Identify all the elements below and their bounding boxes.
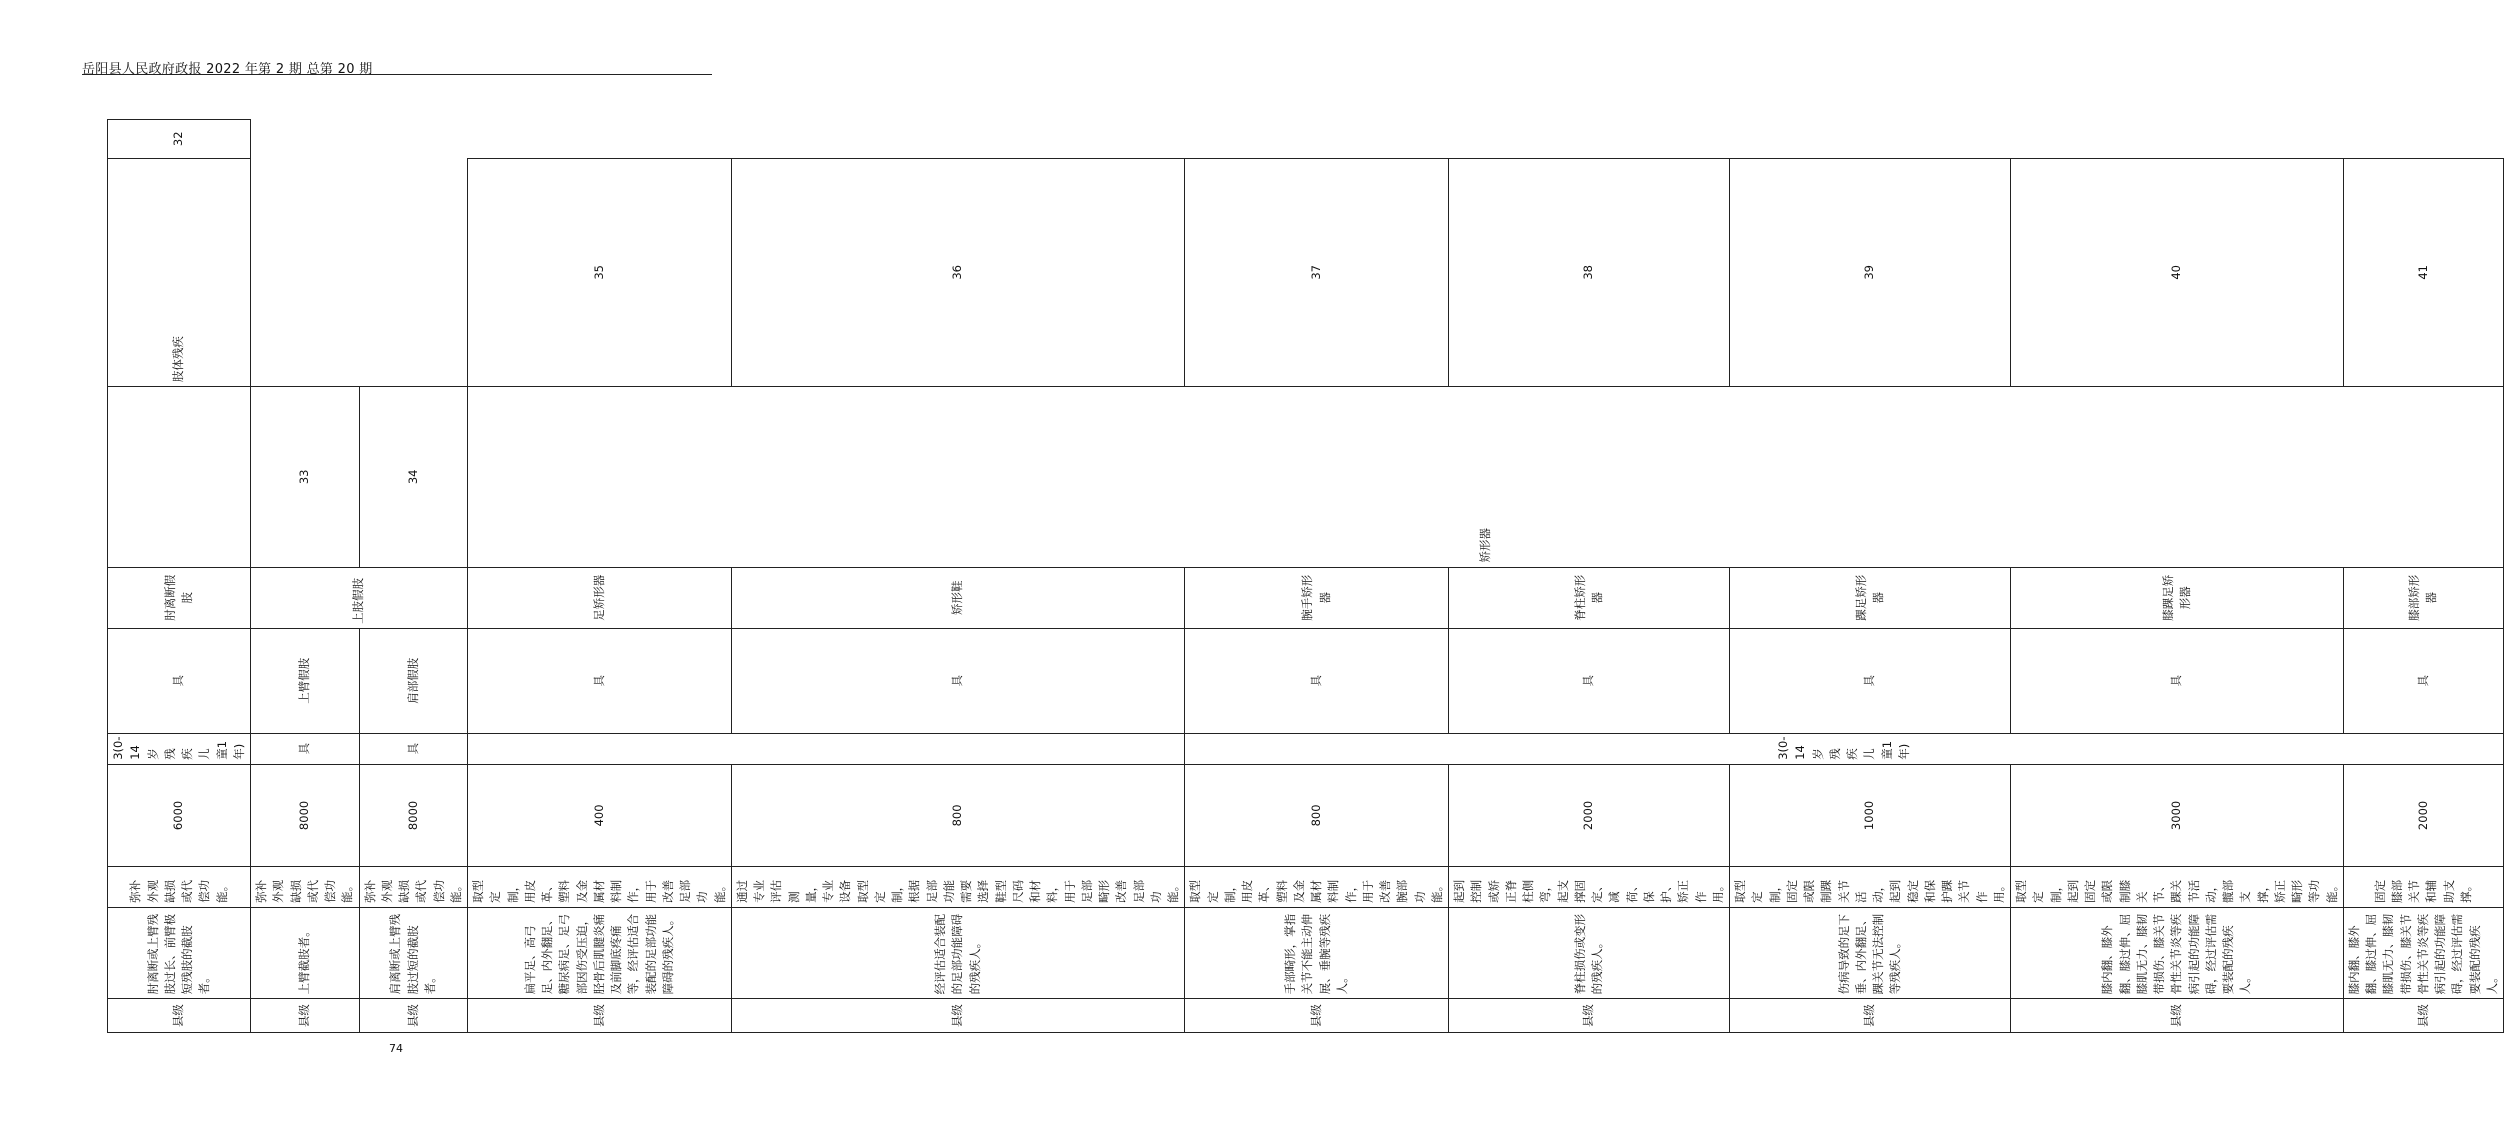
- function-cell: 起到控制或矫正脊柱侧弯，起支撑固定、减荷、保护、矫正作用。: [1449, 867, 1730, 908]
- device-name-cell: 脊柱矫形器: [1449, 567, 1730, 628]
- price-cell: 800: [1185, 764, 1449, 866]
- row-number-cell: 32: [108, 120, 251, 159]
- price-cell: 8000: [251, 764, 360, 866]
- level-cell: 县级: [1730, 999, 2011, 1033]
- level-cell: 县级: [251, 999, 360, 1033]
- table-row: [731, 120, 1185, 1033]
- table-row: [1730, 120, 2011, 1033]
- device-name-cell: 足矫形器: [468, 567, 732, 628]
- table-row: [468, 120, 732, 1033]
- level-cell: 县级: [731, 999, 1185, 1033]
- age-note-cell-empty: [468, 733, 1185, 764]
- function-cell: 取型定制，固定或限制踝关节活动，起到稳定和保护踝关节作用。: [1730, 867, 2011, 908]
- main-category-cell: 肢体残疾: [108, 158, 251, 387]
- device-name-cell: 膝踝足矫形器: [2011, 567, 2344, 628]
- scope-cell: 伤病导致的足下垂、内外翻足、踝关节无法控制等残疾人。: [1730, 907, 2011, 998]
- function-cell: 取型定制，用皮革、塑料及金属材料制作，用于改善足部功能。: [468, 867, 732, 908]
- table-row: [2011, 120, 2344, 1033]
- subcategory-cell: 矫形器: [468, 387, 2504, 567]
- unit-cell: 具: [1730, 628, 2011, 733]
- row-number-cell: 35: [468, 158, 732, 387]
- unit-cell: 具: [251, 733, 360, 764]
- unit-cell: 具: [2343, 628, 2503, 733]
- price-cell: 6000: [108, 764, 251, 866]
- function-cell: 取型定制，用皮革、塑料及金属材料制作，用于改善腕部功能。: [1185, 867, 1449, 908]
- unit-cell: 具: [468, 628, 732, 733]
- row-number-cell: 39: [1730, 158, 2011, 387]
- scope-cell: 经评估适合装配的足部功能障碍的残疾人。: [731, 907, 1185, 998]
- scope-cell: 肘离断或上臂残肢过长、前臂极短残肢的截肢者。: [108, 907, 251, 998]
- table-row: [1449, 120, 1730, 1033]
- device-name-cell: 腕手矫形器: [1185, 567, 1449, 628]
- unit-cell: 具: [2011, 628, 2344, 733]
- level-cell: 县级: [108, 999, 251, 1033]
- price-cell: 3000: [2011, 764, 2344, 866]
- level-cell: 县级: [1449, 999, 1730, 1033]
- empty-subcategory-cell: [108, 387, 251, 567]
- scope-cell: 肩离断或上臂残肢过短的截肢者。: [359, 907, 468, 998]
- row-number-cell: 37: [1185, 158, 1449, 387]
- row-number-cell: 38: [1449, 158, 1730, 387]
- table-frame: [107, 119, 2499, 1033]
- scope-cell: 上臂截肢者。: [251, 907, 360, 998]
- device-name-cell: 上臂假肢: [251, 628, 360, 733]
- function-cell: 弥补外观缺损或代偿功能。: [359, 867, 468, 908]
- table-row: [108, 120, 251, 1033]
- scope-cell: 手部畸形，掌指关节不能主动伸展、垂腕等残疾人。: [1185, 907, 1449, 998]
- price-cell: 2000: [2343, 764, 2503, 866]
- journal-header: 岳阳县人民政府政报 2022 年第 2 期 总第 20 期: [82, 62, 373, 77]
- unit-cell: 具: [359, 733, 468, 764]
- row-number-cell: 36: [731, 158, 1185, 387]
- page-number: 74: [389, 1042, 403, 1055]
- price-cell: 800: [731, 764, 1185, 866]
- scope-cell: 膝内翻、膝外翻、膝过伸、屈膝肌无力、膝韧带损伤、膝关节骨性关节炎等疾病引起的功能障碍，经过评估需要装配的残疾人。: [2343, 907, 2503, 998]
- level-cell: 县级: [468, 999, 732, 1033]
- device-name-cell: 肩部假肢: [359, 628, 468, 733]
- header-rule: [82, 74, 712, 75]
- assistive-devices-table: [107, 119, 2504, 1033]
- age-note-cell: 3(0-14 岁残疾儿童1年): [1185, 733, 2504, 764]
- function-cell: 弥补外观缺损或代偿功能。: [108, 867, 251, 908]
- price-cell: 2000: [1449, 764, 1730, 866]
- table-row: [1185, 120, 1449, 1033]
- table-row: [251, 120, 360, 1033]
- unit-cell: 具: [1185, 628, 1449, 733]
- unit-cell: 具: [1449, 628, 1730, 733]
- price-cell: 400: [468, 764, 732, 866]
- scope-cell: 脊柱损伤或变形的残疾人。: [1449, 907, 1730, 998]
- device-name-cell: 矫形鞋: [731, 567, 1185, 628]
- device-name-cell: 肘离断假肢: [108, 567, 251, 628]
- subcategory-cell: 上肢假肢: [251, 567, 468, 628]
- row-number-cell: 41: [2343, 158, 2503, 387]
- scope-cell: 扁平足、高弓足、内外翻足、糖尿病足、足弓部因伤受压迫，胫骨后肌腱炎痛及前脚底疼痛等，经评估适合装配的足部功能障碍的残疾人。: [468, 907, 732, 998]
- function-cell: 通过专业评估测量，专业设备取型定制，根据足部功能需要选择鞋型尺码和材料，用于足部畸形改善足部功能。: [731, 867, 1185, 908]
- price-cell: 8000: [359, 764, 468, 866]
- device-name-cell: 膝部矫形器: [2343, 567, 2503, 628]
- function-cell: 取型定制，起到固定或限制膝关节、踝关节活动，髋部支撑，矫正畸形等功能。: [2011, 867, 2344, 908]
- device-name-cell: 踝足矫形器: [1730, 567, 2011, 628]
- level-cell: 县级: [1185, 999, 1449, 1033]
- function-cell: 弥补外观缺损或代偿功能。: [251, 867, 360, 908]
- table-row: [2343, 120, 2503, 1033]
- unit-cell: 具: [108, 628, 251, 733]
- level-cell: 县级: [359, 999, 468, 1033]
- rotated-table-container: [107, 119, 2499, 1033]
- age-note-cell: 3(0-14 岁残疾儿童1年): [108, 733, 251, 764]
- row-number-cell: 40: [2011, 158, 2344, 387]
- level-cell: 县级: [2343, 999, 2503, 1033]
- row-number-cell: 33: [251, 387, 360, 567]
- scope-cell: 膝内翻、膝外翻、膝过伸、屈膝肌无力、膝韧带损伤、膝关节骨性关节炎等疾病引起的功能障碍，经过评估需要装配的残疾人。: [2011, 907, 2344, 998]
- function-cell: 固定膝部关节和辅助支撑。: [2343, 867, 2503, 908]
- price-cell: 1000: [1730, 764, 2011, 866]
- unit-cell: 具: [731, 628, 1185, 733]
- level-cell: 县级: [2011, 999, 2344, 1033]
- row-number-cell: 34: [359, 387, 468, 567]
